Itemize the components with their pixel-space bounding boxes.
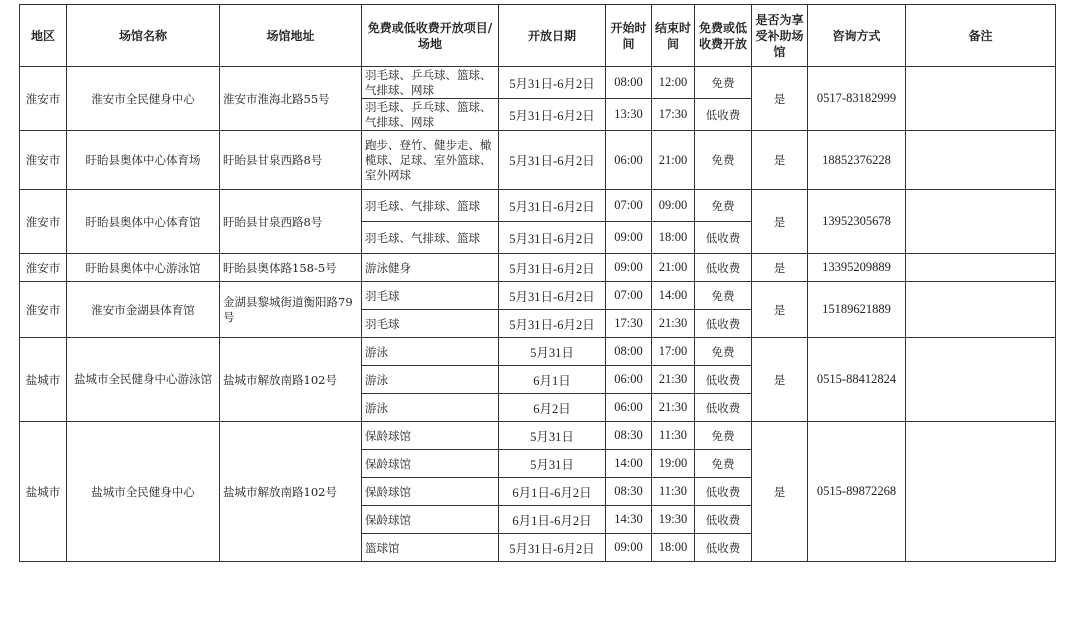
venue-cell: 盱眙县奥体中心体育馆	[67, 190, 220, 254]
end-cell: 21:00	[652, 254, 695, 282]
header-start: 开始时间	[606, 5, 652, 67]
fee-cell: 免费	[695, 190, 752, 222]
header-row	[20, 5, 1056, 67]
subsidy-cell: 是	[752, 254, 808, 282]
item-cell: 保龄球馆	[362, 422, 499, 450]
fee-cell: 低收费	[695, 99, 752, 131]
date-cell: 5月31日-6月2日	[499, 282, 606, 310]
end-cell: 14:00	[652, 282, 695, 310]
address-cell: 盐城市解放南路102号	[220, 338, 362, 422]
fee-cell: 免费	[695, 131, 752, 190]
item-cell: 游泳	[362, 394, 499, 422]
address-cell: 盱眙县甘泉西路8号	[220, 190, 362, 254]
remark-cell	[906, 254, 1056, 282]
date-cell: 6月1日-6月2日	[499, 478, 606, 506]
fee-cell: 免费	[695, 422, 752, 450]
remark-cell	[906, 190, 1056, 254]
end-cell: 11:30	[652, 478, 695, 506]
venue-schedule-table	[19, 4, 1056, 562]
header-dates: 开放日期	[499, 5, 606, 67]
venue-cell: 淮安市全民健身中心	[67, 67, 220, 131]
subsidy-cell: 是	[752, 338, 808, 422]
venue-cell: 淮安市金湖县体育馆	[67, 282, 220, 338]
date-cell: 6月1日-6月2日	[499, 506, 606, 534]
subsidy-cell: 是	[752, 190, 808, 254]
start-cell: 17:30	[606, 310, 652, 338]
remark-cell	[906, 422, 1056, 562]
header-region: 地区	[20, 5, 67, 67]
subsidy-cell: 是	[752, 282, 808, 338]
date-cell: 5月31日	[499, 450, 606, 478]
start-cell: 08:00	[606, 338, 652, 366]
end-cell: 17:00	[652, 338, 695, 366]
venue-cell: 盐城市全民健身中心游泳馆	[67, 338, 220, 422]
start-cell: 09:00	[606, 534, 652, 562]
contact-cell: 15189621889	[808, 282, 906, 338]
start-cell: 09:00	[606, 222, 652, 254]
contact-cell: 0517-83182999	[808, 67, 906, 131]
venue-cell: 盱眙县奥体中心体育场	[67, 131, 220, 190]
fee-cell: 低收费	[695, 254, 752, 282]
region-cell: 淮安市	[20, 67, 67, 131]
header-contact: 咨询方式	[808, 5, 906, 67]
fee-cell: 低收费	[695, 310, 752, 338]
item-cell: 羽毛球、乒乓球、篮球、气排球、网球	[362, 67, 499, 99]
fee-cell: 免费	[695, 450, 752, 478]
date-cell: 6月1日	[499, 366, 606, 394]
table-row	[20, 67, 1056, 99]
item-cell: 羽毛球、乒乓球、篮球、气排球、网球	[362, 99, 499, 131]
end-cell: 21:30	[652, 366, 695, 394]
contact-cell: 0515-89872268	[808, 422, 906, 562]
item-cell: 跑步、登竹、健步走、橄榄球、足球、室外篮球、室外网球	[362, 131, 499, 190]
table-row	[20, 422, 1056, 450]
end-cell: 18:00	[652, 222, 695, 254]
table-row	[20, 190, 1056, 222]
subsidy-cell: 是	[752, 422, 808, 562]
start-cell: 09:00	[606, 254, 652, 282]
start-cell: 13:30	[606, 99, 652, 131]
table-row	[20, 254, 1056, 282]
fee-cell: 低收费	[695, 506, 752, 534]
item-cell: 羽毛球、气排球、篮球	[362, 190, 499, 222]
start-cell: 06:00	[606, 131, 652, 190]
region-cell: 盐城市	[20, 338, 67, 422]
remark-cell	[906, 282, 1056, 338]
subsidy-cell: 是	[752, 67, 808, 131]
start-cell: 07:00	[606, 190, 652, 222]
region-cell: 盐城市	[20, 422, 67, 562]
contact-cell: 13952305678	[808, 190, 906, 254]
date-cell: 5月31日-6月2日	[499, 67, 606, 99]
end-cell: 11:30	[652, 422, 695, 450]
header-remark: 备注	[906, 5, 1056, 67]
end-cell: 18:00	[652, 534, 695, 562]
item-cell: 保龄球馆	[362, 478, 499, 506]
fee-cell: 低收费	[695, 366, 752, 394]
date-cell: 5月31日-6月2日	[499, 310, 606, 338]
end-cell: 12:00	[652, 67, 695, 99]
region-cell: 淮安市	[20, 254, 67, 282]
address-cell: 盱眙县奥体路158-5号	[220, 254, 362, 282]
remark-cell	[906, 67, 1056, 131]
start-cell: 06:00	[606, 394, 652, 422]
start-cell: 08:00	[606, 67, 652, 99]
date-cell: 5月31日-6月2日	[499, 254, 606, 282]
date-cell: 5月31日-6月2日	[499, 222, 606, 254]
venue-cell: 盐城市全民健身中心	[67, 422, 220, 562]
date-cell: 5月31日	[499, 338, 606, 366]
start-cell: 07:00	[606, 282, 652, 310]
fee-cell: 低收费	[695, 394, 752, 422]
item-cell: 羽毛球、气排球、篮球	[362, 222, 499, 254]
fee-cell: 低收费	[695, 534, 752, 562]
region-cell: 淮安市	[20, 282, 67, 338]
start-cell: 14:30	[606, 506, 652, 534]
remark-cell	[906, 131, 1056, 190]
date-cell: 5月31日-6月2日	[499, 534, 606, 562]
header-end: 结束时间	[652, 5, 695, 67]
region-cell: 淮安市	[20, 190, 67, 254]
end-cell: 21:30	[652, 394, 695, 422]
table-row	[20, 131, 1056, 190]
table-row	[20, 338, 1056, 366]
end-cell: 21:30	[652, 310, 695, 338]
contact-cell: 13395209889	[808, 254, 906, 282]
fee-cell: 免费	[695, 67, 752, 99]
end-cell: 09:00	[652, 190, 695, 222]
region-cell: 淮安市	[20, 131, 67, 190]
date-cell: 5月31日-6月2日	[499, 190, 606, 222]
end-cell: 19:30	[652, 506, 695, 534]
header-fee: 免费或低收费开放	[695, 5, 752, 67]
date-cell: 5月31日-6月2日	[499, 131, 606, 190]
header-items: 免费或低收费开放项目/场地	[362, 5, 499, 67]
contact-cell: 18852376228	[808, 131, 906, 190]
address-cell: 盐城市解放南路102号	[220, 422, 362, 562]
item-cell: 羽毛球	[362, 310, 499, 338]
item-cell: 游泳	[362, 366, 499, 394]
item-cell: 游泳健身	[362, 254, 499, 282]
fee-cell: 免费	[695, 338, 752, 366]
contact-cell: 0515-88412824	[808, 338, 906, 422]
start-cell: 06:00	[606, 366, 652, 394]
address-cell: 盱眙县甘泉西路8号	[220, 131, 362, 190]
fee-cell: 低收费	[695, 478, 752, 506]
end-cell: 19:00	[652, 450, 695, 478]
item-cell: 游泳	[362, 338, 499, 366]
fee-cell: 低收费	[695, 222, 752, 254]
item-cell: 羽毛球	[362, 282, 499, 310]
header-venue: 场馆名称	[67, 5, 220, 67]
item-cell: 篮球馆	[362, 534, 499, 562]
item-cell: 保龄球馆	[362, 506, 499, 534]
end-cell: 17:30	[652, 99, 695, 131]
remark-cell	[906, 338, 1056, 422]
date-cell: 6月2日	[499, 394, 606, 422]
start-cell: 08:30	[606, 422, 652, 450]
end-cell: 21:00	[652, 131, 695, 190]
address-cell: 淮安市淮海北路55号	[220, 67, 362, 131]
date-cell: 5月31日	[499, 422, 606, 450]
venue-cell: 盱眙县奥体中心游泳馆	[67, 254, 220, 282]
fee-cell: 免费	[695, 282, 752, 310]
header-address: 场馆地址	[220, 5, 362, 67]
subsidy-cell: 是	[752, 131, 808, 190]
start-cell: 08:30	[606, 478, 652, 506]
address-cell: 金湖县黎城街道衡阳路79号	[220, 282, 362, 338]
start-cell: 14:00	[606, 450, 652, 478]
item-cell: 保龄球馆	[362, 450, 499, 478]
date-cell: 5月31日-6月2日	[499, 99, 606, 131]
table-row	[20, 282, 1056, 310]
header-subsidy: 是否为享受补助场馆	[752, 5, 808, 67]
